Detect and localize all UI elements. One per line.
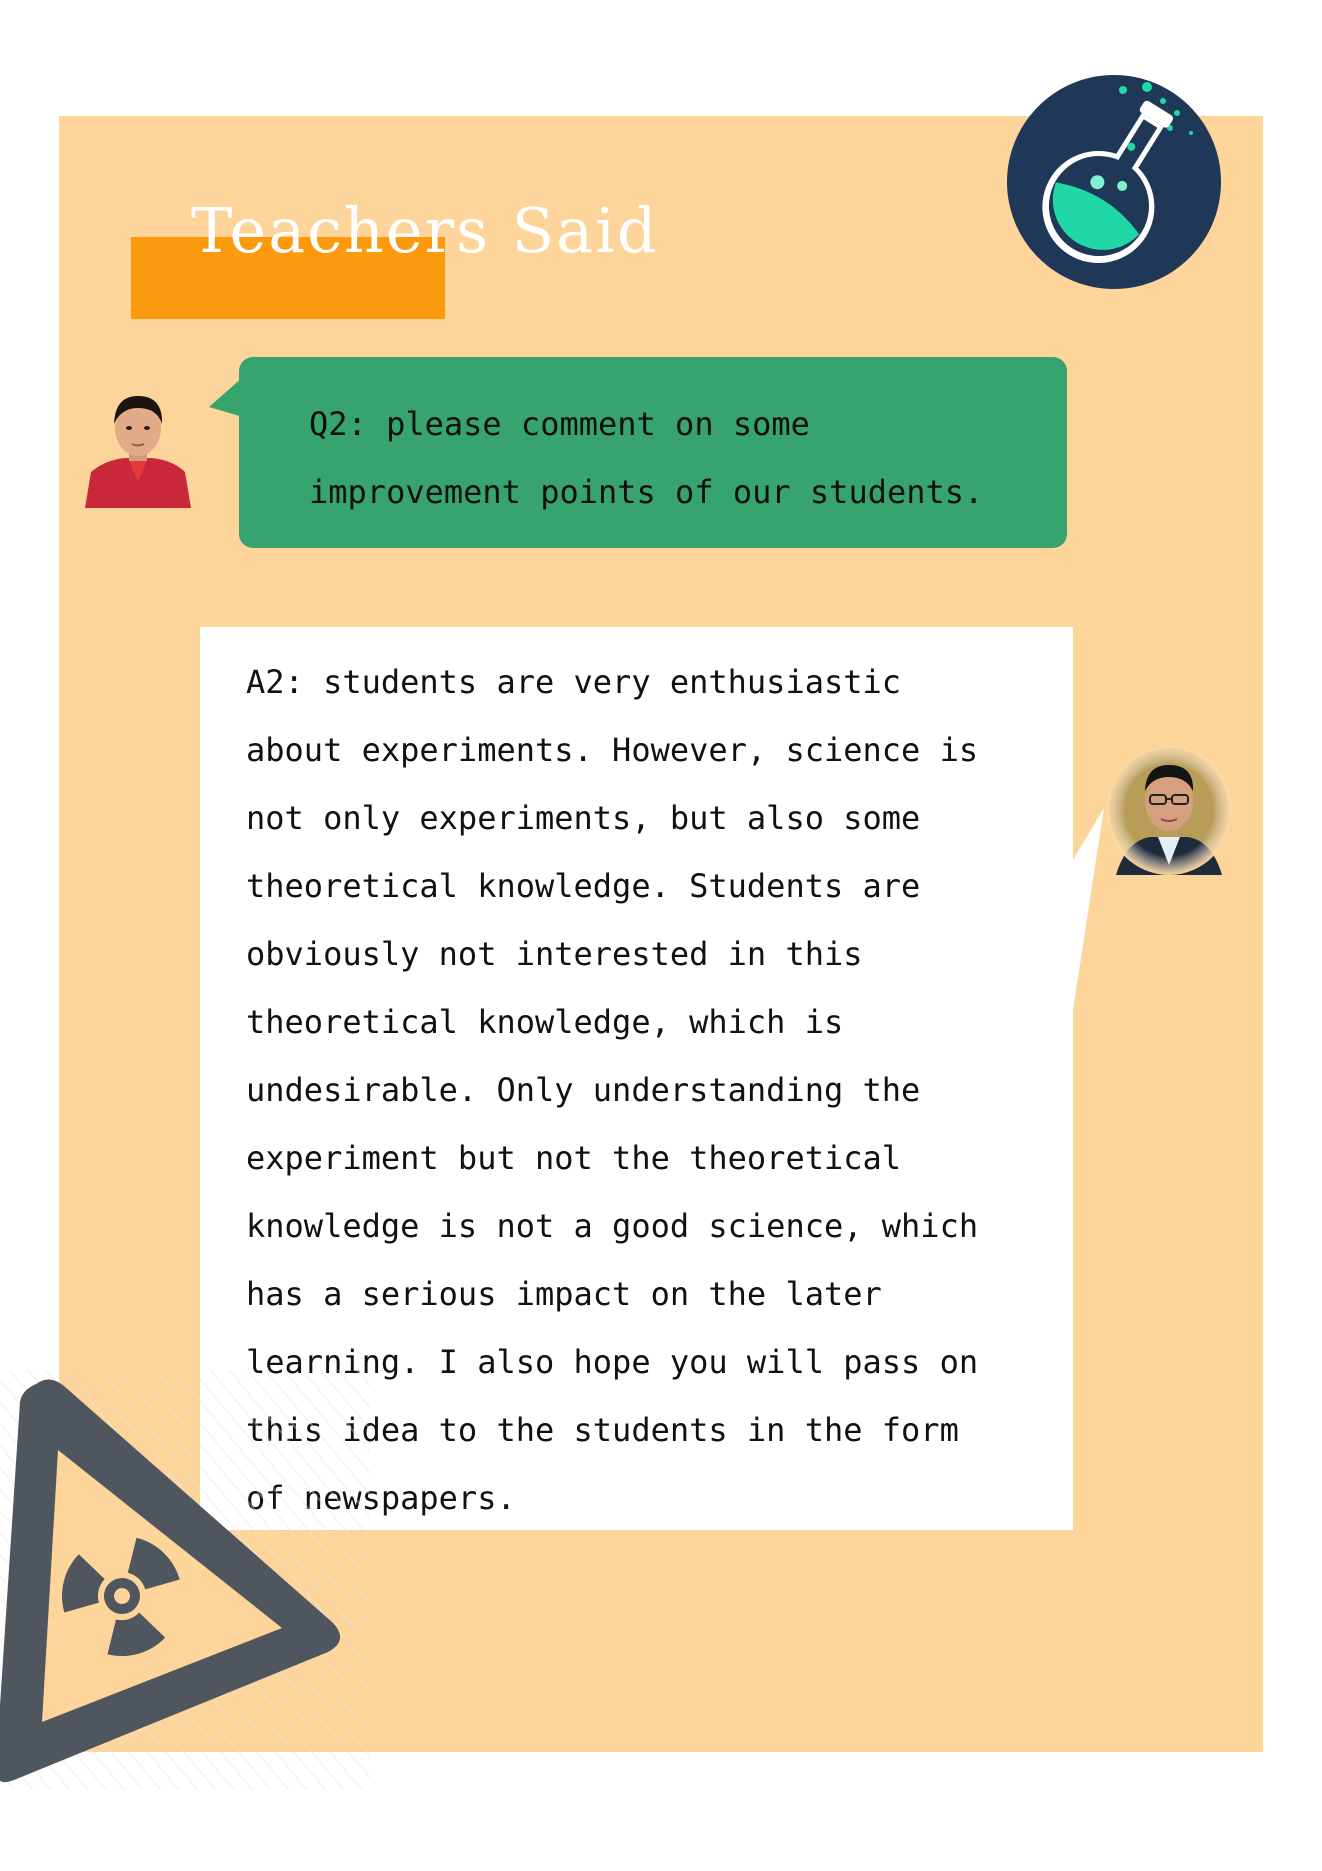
page-title: Teachers Said (191, 194, 659, 267)
teacher-avatar (1106, 745, 1232, 875)
answer-line: undesirable. Only understanding the (246, 1071, 921, 1109)
answer-line: A2: students are very enthusiastic (246, 663, 902, 701)
answer-line: has a serious impact on the later (246, 1275, 882, 1313)
answer-line: theoretical knowledge, which is (246, 1003, 844, 1041)
question-line: improvement points of our students. (309, 473, 984, 511)
answer-line: about experiments. However, science is (246, 731, 979, 769)
radiation-warning-icon (0, 1370, 370, 1790)
answer-line: obviously not interested in this (246, 935, 863, 973)
answer-line: of newspapers. (246, 1479, 516, 1517)
answer-line: experiment but not the theoretical (246, 1139, 902, 1177)
answer-line: not only experiments, but also some (246, 799, 921, 837)
answer-line: knowledge is not a good science, which (246, 1207, 979, 1245)
question-line: Q2: please comment on some (309, 405, 810, 443)
question-text (309, 390, 1049, 526)
flask-icon (1005, 73, 1223, 291)
answer-line: this idea to the students in the form (246, 1411, 959, 1449)
answer-line: theoretical knowledge. Students are (246, 867, 921, 905)
answer-line: learning. I also hope you will pass on (246, 1343, 979, 1381)
student-avatar (85, 390, 191, 508)
